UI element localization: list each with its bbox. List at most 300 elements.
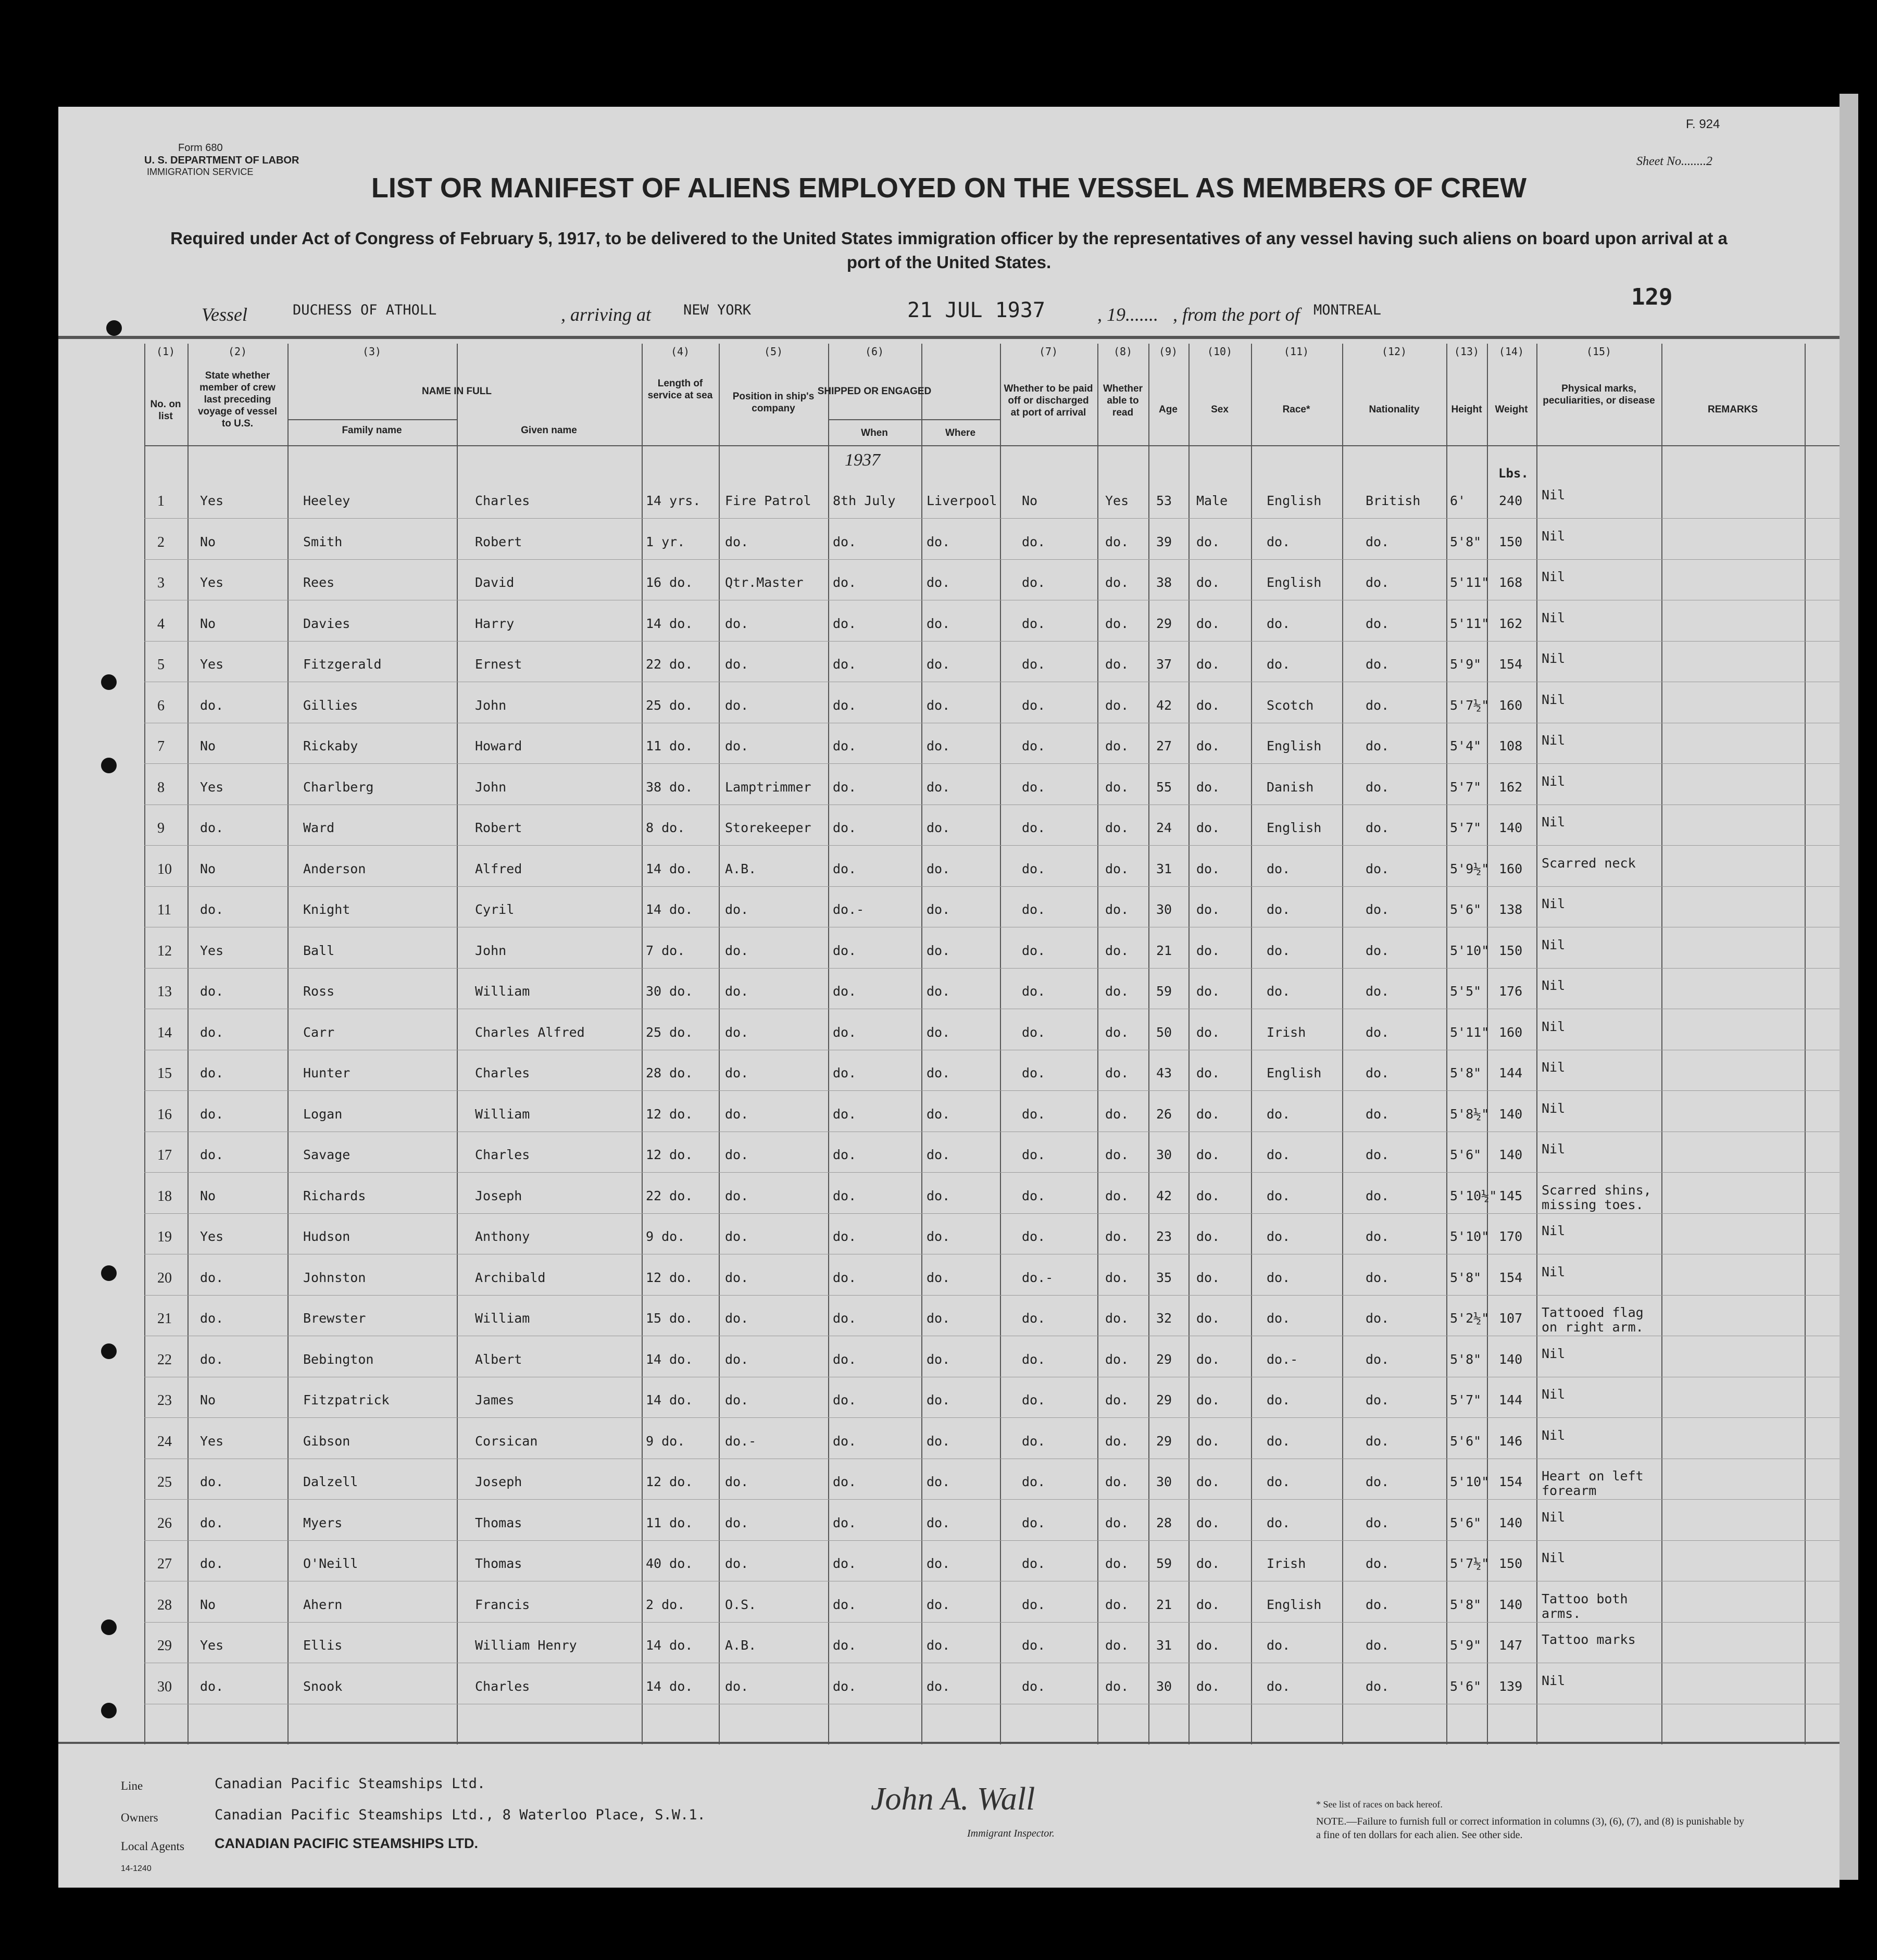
cell-position: do. — [725, 1188, 749, 1203]
cell-family: Ball — [303, 943, 335, 958]
cell-when: do. — [833, 575, 857, 590]
column-header-paid: Whether to be paid off or discharged at port of arrival — [1004, 383, 1093, 418]
cell-where: do. — [927, 861, 950, 876]
cell-length: 30 do. — [646, 984, 693, 999]
page-edge — [1840, 94, 1858, 1880]
cell-sex: do. — [1196, 1270, 1220, 1285]
cell-paid: do. — [1022, 738, 1046, 753]
cell-nationality: do. — [1366, 1229, 1390, 1244]
column-header-name: NAME IN FULL — [421, 386, 492, 397]
cell-paid: do. — [1022, 1024, 1046, 1040]
column-number: (12) — [1381, 345, 1407, 358]
cell-height: 5'8½" — [1450, 1106, 1490, 1122]
cell-nationality: do. — [1366, 657, 1390, 672]
cell-paid: do. — [1022, 1106, 1046, 1122]
cell-position: A.B. — [725, 1638, 757, 1653]
cell-weight: 168 — [1499, 575, 1523, 590]
cell-height: 5'9" — [1450, 657, 1482, 672]
cell-paid: do. — [1022, 1065, 1046, 1080]
cell-age: 42 — [1156, 1188, 1172, 1203]
cell-height: 5'9" — [1450, 1638, 1482, 1653]
column-number: (1) — [156, 345, 176, 358]
cell-when: do. — [833, 861, 857, 876]
cell-nationality: do. — [1366, 902, 1390, 917]
cell-marks: Tattoo both arms. — [1542, 1591, 1628, 1621]
cell-weight: 162 — [1499, 615, 1523, 631]
cell-paid: do. — [1022, 1147, 1046, 1162]
cell-no: 15 — [157, 1065, 172, 1082]
cell-read: do. — [1105, 1556, 1129, 1571]
cell-weight: 140 — [1499, 1515, 1523, 1530]
cell-marks: Nil — [1542, 1060, 1566, 1075]
column-number: (8) — [1113, 345, 1133, 358]
cell-height: 5'4" — [1450, 738, 1482, 753]
cell-read: do. — [1105, 1392, 1129, 1408]
cell-position: do. — [725, 1392, 749, 1408]
cell-paid: do. — [1022, 779, 1046, 795]
cell-length: 14 do. — [646, 1351, 693, 1367]
cell-position: do. — [725, 1270, 749, 1285]
cell-no: 23 — [157, 1392, 172, 1409]
cell-member: Yes — [200, 1638, 224, 1653]
cell-height: 5'2½" — [1450, 1311, 1490, 1326]
bottom-rule — [58, 1742, 1840, 1744]
cell-nationality: do. — [1366, 1556, 1390, 1571]
cell-length: 22 do. — [646, 1188, 693, 1203]
cell-age: 27 — [1156, 738, 1172, 753]
cell-weight: 140 — [1499, 1106, 1523, 1122]
cell-sex: do. — [1196, 1024, 1220, 1040]
cell-when: do. — [833, 738, 857, 753]
cell-family: Anderson — [303, 861, 366, 876]
from-port-label: , from the port of — [1173, 304, 1300, 325]
cell-no: 18 — [157, 1188, 172, 1204]
arrival-date: 21 JUL 1937 — [907, 298, 1045, 322]
cell-nationality: British — [1366, 493, 1421, 508]
cell-read: do. — [1105, 1065, 1129, 1080]
cell-read: do. — [1105, 1515, 1129, 1530]
cell-when: do. — [833, 1311, 857, 1326]
cell-sex: do. — [1196, 861, 1220, 876]
cell-no: 14 — [157, 1024, 172, 1041]
cell-paid: do. — [1022, 943, 1046, 958]
cell-height: 5'11" — [1450, 615, 1490, 631]
cell-when: do. — [833, 657, 857, 672]
cell-paid: do. — [1022, 615, 1046, 631]
cell-read: do. — [1105, 1106, 1129, 1122]
cell-marks: Nil — [1542, 1223, 1566, 1238]
cell-given: Harry — [475, 615, 515, 631]
cell-marks: Nil — [1542, 487, 1566, 502]
cell-when: do. — [833, 779, 857, 795]
cell-marks: Nil — [1542, 1019, 1566, 1034]
cell-age: 42 — [1156, 697, 1172, 713]
agents-value: CANADIAN PACIFIC STEAMSHIPS LTD. — [215, 1836, 478, 1851]
cell-race: do. — [1267, 1106, 1291, 1122]
punch-hole — [101, 674, 117, 690]
cell-when: do. — [833, 984, 857, 999]
cell-sex: do. — [1196, 1106, 1220, 1122]
cell-member: do. — [200, 1147, 224, 1162]
cell-race: do.- — [1267, 1351, 1298, 1367]
cell-sex: do. — [1196, 820, 1220, 835]
cell-race: do. — [1267, 1392, 1291, 1408]
cell-nationality: do. — [1366, 1638, 1390, 1653]
cell-position: do. — [725, 697, 749, 713]
cell-where: do. — [927, 779, 950, 795]
cell-height: 5'8" — [1450, 1351, 1482, 1367]
cell-nationality: do. — [1366, 575, 1390, 590]
cell-family: Brewster — [303, 1311, 366, 1326]
cell-where: do. — [927, 1311, 950, 1326]
cell-given: Charles — [475, 1065, 530, 1080]
line-label: Line — [121, 1779, 143, 1792]
page-subtitle: Required under Act of Congress of February 5, 1917, to be delivered to the United States immigration officer by the representatives of any vessel having such aliens on board upon arrival at a port of the United States. — [170, 229, 1728, 272]
column-header-age: Age — [1159, 404, 1178, 415]
cell-sex: do. — [1196, 657, 1220, 672]
cell-when: do. — [833, 943, 857, 958]
cell-height: 5'9½" — [1450, 861, 1490, 876]
cell-family: Fitzpatrick — [303, 1392, 390, 1408]
cell-member: No — [200, 1597, 216, 1612]
cell-height: 5'7" — [1450, 1392, 1482, 1408]
cell-position: do. — [725, 657, 749, 672]
cell-when: do. — [833, 1678, 857, 1694]
cell-where: do. — [927, 1638, 950, 1653]
cell-given: John — [475, 943, 507, 958]
cell-age: 37 — [1156, 657, 1172, 672]
cell-length: 12 do. — [646, 1270, 693, 1285]
cell-sex: do. — [1196, 1638, 1220, 1653]
punch-hole — [101, 1265, 117, 1281]
cell-length: 28 do. — [646, 1065, 693, 1080]
cell-family: Bebington — [303, 1351, 374, 1367]
cell-where: do. — [927, 984, 950, 999]
cell-sex: do. — [1196, 1147, 1220, 1162]
cell-race: do. — [1267, 657, 1291, 672]
cell-marks: Nil — [1542, 1100, 1566, 1116]
punch-hole — [101, 1343, 117, 1359]
year-label: , 19....... — [1097, 304, 1158, 325]
department: U. S. DEPARTMENT OF LABOR — [144, 155, 299, 166]
cell-member: do. — [200, 1065, 224, 1080]
cell-marks: Tattoo marks — [1542, 1632, 1636, 1647]
cell-length: 2 do. — [646, 1597, 685, 1612]
cell-marks: Nil — [1542, 733, 1566, 748]
cell-nationality: do. — [1366, 1392, 1390, 1408]
cell-paid: do. — [1022, 1229, 1046, 1244]
cell-family: Gillies — [303, 697, 358, 713]
cell-family: Ward — [303, 820, 335, 835]
cell-given: William — [475, 1311, 530, 1326]
cell-race: Danish — [1267, 779, 1314, 795]
cell-family: Dalzell — [303, 1474, 358, 1489]
cell-marks: Nil — [1542, 528, 1566, 544]
cell-length: 12 do. — [646, 1106, 693, 1122]
column-number: (4) — [670, 345, 690, 358]
cell-position: Lamptrimmer — [725, 779, 811, 795]
column-header-sex: Sex — [1211, 404, 1229, 415]
cell-height: 5'5" — [1450, 984, 1482, 999]
cell-marks: Nil — [1542, 1509, 1566, 1525]
cell-given: Ernest — [475, 657, 522, 672]
cell-where: do. — [927, 657, 950, 672]
cell-no: 27 — [157, 1556, 172, 1572]
cell-marks: Nil — [1542, 1550, 1566, 1565]
cell-no: 17 — [157, 1147, 172, 1163]
cell-age: 53 — [1156, 493, 1172, 508]
cell-position: do. — [725, 1147, 749, 1162]
cell-paid: do. — [1022, 902, 1046, 917]
cell-paid: do. — [1022, 1311, 1046, 1326]
cell-position: A.B. — [725, 861, 757, 876]
cell-weight: 176 — [1499, 984, 1523, 999]
cell-when: do. — [833, 1106, 857, 1122]
cell-member: Yes — [200, 1433, 224, 1449]
cell-height: 6' — [1450, 493, 1466, 508]
column-header-remarks: REMARKS — [1707, 404, 1758, 415]
cell-nationality: do. — [1366, 861, 1390, 876]
column-header-height: Height — [1451, 404, 1482, 415]
cell-member: do. — [200, 820, 224, 835]
cell-when: do. — [833, 615, 857, 631]
cell-when: 8th July — [833, 493, 896, 508]
cell-length: 38 do. — [646, 779, 693, 795]
cell-sex: do. — [1196, 779, 1220, 795]
cell-sex: Male — [1196, 493, 1228, 508]
cell-age: 29 — [1156, 1392, 1172, 1408]
column-header-nationality: Nationality — [1369, 404, 1420, 415]
cell-member: Yes — [200, 575, 224, 590]
cell-nationality: do. — [1366, 1065, 1390, 1080]
cell-height: 5'10" — [1450, 1229, 1490, 1244]
cell-family: Johnston — [303, 1270, 366, 1285]
cell-nationality: do. — [1366, 1433, 1390, 1449]
cell-height: 5'7½" — [1450, 1556, 1490, 1571]
cell-member: do. — [200, 1556, 224, 1571]
cell-age: 59 — [1156, 1556, 1172, 1571]
cell-family: Gibson — [303, 1433, 351, 1449]
cell-when: do. — [833, 1351, 857, 1367]
cell-no: 10 — [157, 861, 172, 877]
cell-nationality: do. — [1366, 1474, 1390, 1489]
cell-marks: Scarred neck — [1542, 855, 1636, 871]
inspector-label: Immigrant Inspector. — [967, 1828, 1055, 1839]
cell-sex: do. — [1196, 1065, 1220, 1080]
line-value: Canadian Pacific Steamships Ltd. — [215, 1776, 486, 1792]
cell-weight: 108 — [1499, 738, 1523, 753]
cell-when: do. — [833, 1474, 857, 1489]
cell-marks: Tattooed flag on right arm. — [1542, 1305, 1644, 1335]
cell-position: do. — [725, 1065, 749, 1080]
owners-value: Canadian Pacific Steamships Ltd., 8 Waterloo Place, S.W.1. — [215, 1807, 706, 1823]
cell-weight: 144 — [1499, 1392, 1523, 1408]
cell-no: 20 — [157, 1270, 172, 1286]
cell-given: John — [475, 697, 507, 713]
cell-given: Joseph — [475, 1188, 522, 1203]
cell-paid: do. — [1022, 1515, 1046, 1530]
cell-race: do. — [1267, 1474, 1291, 1489]
cell-weight: 160 — [1499, 697, 1523, 713]
cell-member: do. — [200, 1311, 224, 1326]
cell-paid: do. — [1022, 1638, 1046, 1653]
cell-paid: do. — [1022, 1474, 1046, 1489]
cell-height: 5'6" — [1450, 1515, 1482, 1530]
cell-length: 25 do. — [646, 697, 693, 713]
cell-race: do. — [1267, 902, 1291, 917]
cell-when: do. — [833, 1024, 857, 1040]
column-header-race: Race* — [1282, 404, 1310, 415]
cell-member: do. — [200, 984, 224, 999]
cell-position: do. — [725, 1515, 749, 1530]
cell-weight: 140 — [1499, 1147, 1523, 1162]
cell-height: 5'6" — [1450, 1433, 1482, 1449]
cell-race: Irish — [1267, 1024, 1306, 1040]
cell-sex: do. — [1196, 1229, 1220, 1244]
cell-read: do. — [1105, 1188, 1129, 1203]
cell-when: do. — [833, 1229, 857, 1244]
column-number: (7) — [1038, 345, 1058, 358]
cell-given: John — [475, 779, 507, 795]
cell-read: do. — [1105, 861, 1129, 876]
cell-position: do. — [725, 943, 749, 958]
cell-position: do. — [725, 615, 749, 631]
cell-when: do.- — [833, 902, 865, 917]
punch-hole — [101, 1619, 117, 1635]
cell-when: do. — [833, 1515, 857, 1530]
cell-nationality: do. — [1366, 779, 1390, 795]
cell-where: Liverpool — [927, 493, 997, 508]
cell-read: do. — [1105, 902, 1129, 917]
cell-marks: Nil — [1542, 978, 1566, 993]
cell-family: Smith — [303, 534, 343, 549]
cell-position: Storekeeper — [725, 820, 811, 835]
cell-sex: do. — [1196, 1474, 1220, 1489]
cell-position: do. — [725, 738, 749, 753]
cell-family: Myers — [303, 1515, 343, 1530]
cell-marks: Nil — [1542, 896, 1566, 911]
cell-age: 38 — [1156, 575, 1172, 590]
cell-nationality: do. — [1366, 1515, 1390, 1530]
cell-length: 14 do. — [646, 902, 693, 917]
page-title: LIST OR MANIFEST OF ALIENS EMPLOYED ON THE VESSEL AS MEMBERS OF CREW — [371, 172, 1527, 204]
cell-height: 5'11" — [1450, 1024, 1490, 1040]
cell-member: No — [200, 861, 216, 876]
cell-no: 21 — [157, 1311, 172, 1327]
cell-when: do. — [833, 1188, 857, 1203]
cell-position: Qtr.Master — [725, 575, 804, 590]
cell-member: No — [200, 738, 216, 753]
cell-race: English — [1267, 820, 1322, 835]
cell-where: do. — [927, 1474, 950, 1489]
cell-height: 5'10½" — [1450, 1188, 1497, 1203]
cell-where: do. — [927, 1392, 950, 1408]
top-rule — [58, 336, 1840, 339]
cell-length: 9 do. — [646, 1433, 685, 1449]
cell-family: Davies — [303, 615, 351, 631]
cell-nationality: do. — [1366, 615, 1390, 631]
cell-marks: Nil — [1542, 610, 1566, 625]
cell-paid: do. — [1022, 1597, 1046, 1612]
cell-given: Charles — [475, 1678, 530, 1694]
cell-race: English — [1267, 575, 1322, 590]
cell-where: do. — [927, 1147, 950, 1162]
cell-age: 24 — [1156, 820, 1172, 835]
cell-given: Anthony — [475, 1229, 530, 1244]
cell-sex: do. — [1196, 1433, 1220, 1449]
cell-member: do. — [200, 1106, 224, 1122]
cell-age: 29 — [1156, 615, 1172, 631]
cell-read: do. — [1105, 534, 1129, 549]
cell-sex: do. — [1196, 575, 1220, 590]
cell-race: do. — [1267, 984, 1291, 999]
cell-where: do. — [927, 1270, 950, 1285]
cell-length: 9 do. — [646, 1229, 685, 1244]
column-number: (9) — [1158, 345, 1178, 358]
cell-position: do. — [725, 1024, 749, 1040]
cell-age: 28 — [1156, 1515, 1172, 1530]
cell-sex: do. — [1196, 984, 1220, 999]
cell-race: do. — [1267, 1147, 1291, 1162]
cell-no: 12 — [157, 943, 172, 959]
cell-given: William — [475, 984, 530, 999]
cell-weight: 160 — [1499, 861, 1523, 876]
owners-label: Owners — [121, 1811, 158, 1824]
cell-weight: 146 — [1499, 1433, 1523, 1449]
cell-family: Savage — [303, 1147, 351, 1162]
cell-weight: 154 — [1499, 657, 1523, 672]
cell-marks: Nil — [1542, 773, 1566, 789]
page-number: 129 — [1631, 284, 1673, 310]
cell-age: 30 — [1156, 902, 1172, 917]
cell-age: 39 — [1156, 534, 1172, 549]
cell-where: do. — [927, 575, 950, 590]
column-number: (5) — [764, 345, 783, 358]
cell-member: Yes — [200, 943, 224, 958]
column-header-marks: Physical marks, peculiarities, or disease — [1543, 383, 1655, 406]
cell-position: do. — [725, 1474, 749, 1489]
cell-paid: do.- — [1022, 1270, 1054, 1285]
cell-given: Joseph — [475, 1474, 522, 1489]
cell-nationality: do. — [1366, 1270, 1390, 1285]
cell-where: do. — [927, 534, 950, 549]
cell-member: Yes — [200, 493, 224, 508]
cell-race: English — [1267, 1597, 1322, 1612]
cell-position: O.S. — [725, 1597, 757, 1612]
cell-position: do. — [725, 534, 749, 549]
from-port-value: MONTREAL — [1313, 302, 1382, 318]
cell-length: 11 do. — [646, 738, 693, 753]
cell-marks: Nil — [1542, 651, 1566, 666]
cell-nationality: do. — [1366, 820, 1390, 835]
cell-read: do. — [1105, 1638, 1129, 1653]
cell-position: do. — [725, 902, 749, 917]
cell-given: Robert — [475, 534, 522, 549]
cell-read: do. — [1105, 1433, 1129, 1449]
cell-family: Knight — [303, 902, 351, 917]
cell-length: 14 do. — [646, 1638, 693, 1653]
cell-race: do. — [1267, 1515, 1291, 1530]
cell-marks: Nil — [1542, 1673, 1566, 1688]
cell-when: do. — [833, 1597, 857, 1612]
column-number: (14) — [1498, 345, 1524, 358]
cell-member: do. — [200, 902, 224, 917]
cell-paid: do. — [1022, 1392, 1046, 1408]
cell-length: 14 do. — [646, 615, 693, 631]
cell-read: do. — [1105, 984, 1129, 999]
column-number: (3) — [362, 345, 382, 358]
column-header-shipped: SHIPPED OR ENGAGED — [817, 386, 932, 397]
